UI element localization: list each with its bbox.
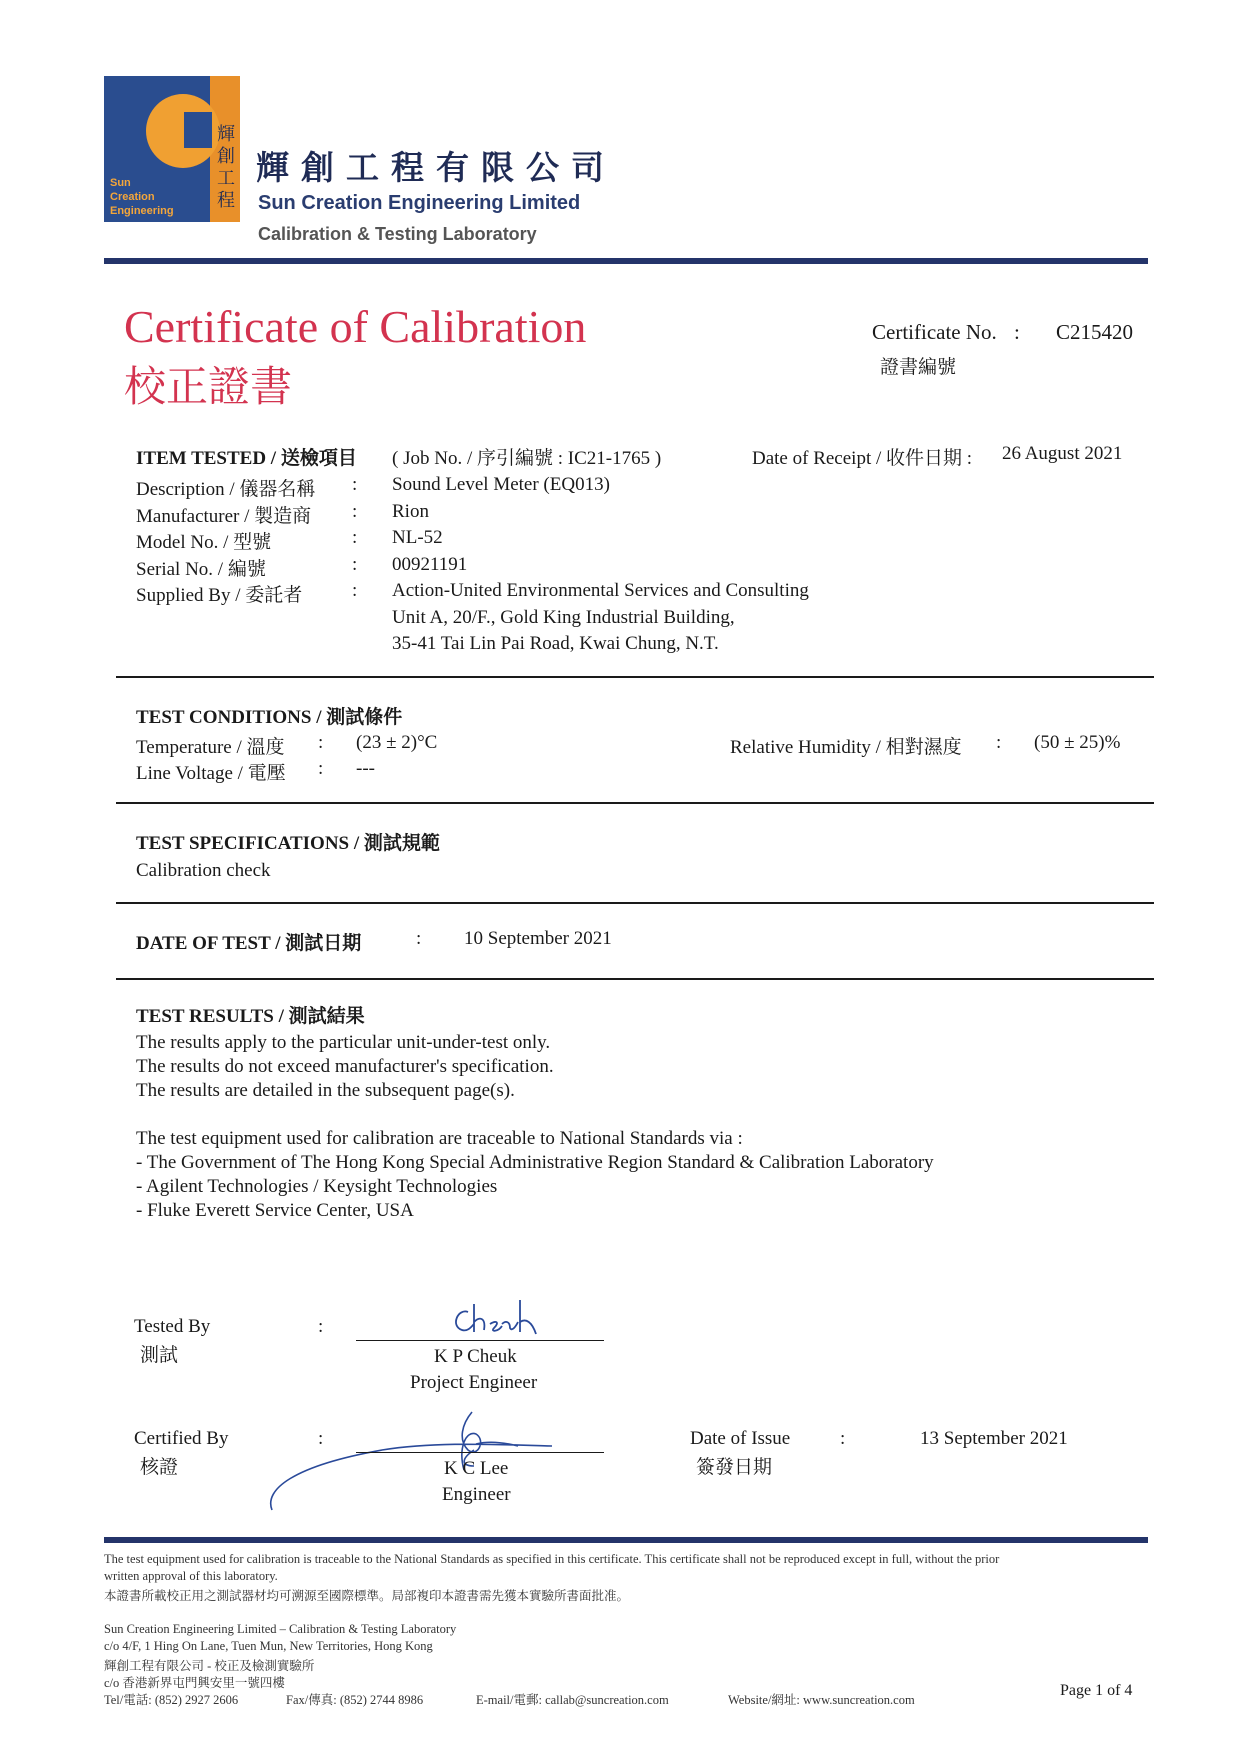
line-voltage-value: --- [356,758,375,779]
supplier-address-line: 35-41 Tai Lin Pai Road, Kwai Chung, N.T. [392,633,719,654]
lab-name: Calibration & Testing Laboratory [258,224,537,244]
tested-by-label-cn: 測試 [140,1345,179,1366]
footer-notice: The test equipment used for calibration is traceable to the National Standards as specified in this certificate. This certificate shall not be reproduced except in full, without the prior [104,1552,1000,1566]
serial-value: 00921191 [392,554,468,575]
traceability-item: - Agilent Technologies / Keysight Technologies [136,1176,498,1197]
certificate-no-value: C215420 [1056,320,1134,344]
supplied-by-value: Action-United Environmental Services and Consulting [392,580,809,601]
section-divider [116,676,1154,678]
tested-signature-line [356,1340,604,1341]
footer-address-line: c/o 4/F, 1 Hing On Lane, Tuen Mun, New Territories, Hong Kong [104,1639,433,1653]
logo-en-line: Engineering [110,205,174,217]
footer-address-line: Sun Creation Engineering Limited – Calibration & Testing Laboratory [104,1622,457,1636]
company-logo [104,76,240,222]
model-label: Model No. / 型號 [136,532,272,553]
field-colon: : [318,1316,324,1337]
humidity-value: (50 ± 25)% [1034,732,1121,753]
serial-label: Serial No. / 編號 [136,559,266,580]
receipt-date-label: Date of Receipt / 收件日期 : [752,448,973,469]
logo-sun-cutout [184,112,212,148]
test-conditions-heading: TEST CONDITIONS / 測試條件 [136,707,403,728]
footer-notice-cn: 本證書所載校正用之測試器材均可溯源至國際標準。局部複印本證書需先獲本實驗所書面批准。 [104,1589,630,1603]
certificate-title: Certificate of Calibration [124,301,587,352]
footer-website: Website/網址: www.suncreation.com [728,1693,915,1707]
certified-by-name: K C Lee [444,1458,509,1479]
test-specs-value: Calibration check [136,860,271,881]
result-line: The results apply to the particular unit-under-test only. [136,1032,551,1053]
traceability-item: - The Government of The Hong Kong Special Administrative Region Standard & Calibration Laboratory [136,1152,934,1173]
certificate-no-label: Certificate No. [872,320,997,344]
footer-rule [104,1537,1148,1543]
certificate-title-cn: 校正證書 [124,362,293,411]
field-colon: : [352,527,358,548]
date-of-issue-label: Date of Issue [690,1428,791,1449]
traceability-intro: The test equipment used for calibration are traceable to National Standards via : [136,1128,743,1149]
field-colon: : [318,732,324,753]
test-specs-heading: TEST SPECIFICATIONS / 測試規範 [136,833,440,854]
description-value: Sound Level Meter (EQ013) [392,474,610,495]
result-line: The results do not exceed manufacturer's specification. [136,1056,554,1077]
receipt-date-value: 26 August 2021 [1002,443,1123,464]
field-colon: : [840,1428,846,1449]
field-colon: : [352,554,358,575]
footer-address-line: c/o 香港新界屯門興安里一號四樓 [104,1676,285,1690]
footer-fax: Fax/傳真: (852) 2744 8986 [286,1693,424,1707]
date-of-test-value: 10 September 2021 [464,928,612,949]
logo-en-line: Creation [110,191,155,203]
tested-by-name: K P Cheuk [434,1346,517,1367]
job-number: ( Job No. / 序引編號 : IC21-1765 ) [392,448,662,469]
item-tested-heading: ITEM TESTED / 送檢項目 [136,448,357,469]
test-results-heading: TEST RESULTS / 測試結果 [136,1006,365,1027]
field-colon: : [318,1428,324,1449]
certified-by-title: Engineer [442,1484,511,1505]
section-divider [116,902,1154,904]
footer-notice: written approval of this laboratory. [104,1569,278,1583]
certified-signature [262,1410,562,1520]
certified-by-label: Certified By [134,1428,229,1449]
date-of-issue-label-cn: 簽發日期 [696,1457,773,1478]
line-voltage-label: Line Voltage / 電壓 [136,763,286,784]
certified-by-label-cn: 核證 [140,1457,179,1478]
field-colon: : [416,928,422,949]
page-number: Page 1 of 4 [1060,1682,1133,1699]
supplier-address-line: Unit A, 20/F., Gold King Industrial Building, [392,607,735,628]
traceability-item: - Fluke Everett Service Center, USA [136,1200,414,1221]
logo-chinese-text: 輝創工程 [217,124,235,211]
model-value: NL-52 [392,527,443,548]
tested-by-label: Tested By [134,1316,211,1337]
manufacturer-label: Manufacturer / 製造商 [136,506,312,527]
field-colon: : [352,580,358,601]
section-divider [116,978,1154,980]
temperature-value: (23 ± 2)°C [356,732,438,753]
certified-signature-line [356,1452,604,1453]
result-line: The results are detailed in the subsequent page(s). [136,1080,515,1101]
field-colon: : [352,501,358,522]
header-rule [104,258,1148,264]
logo-english-text [110,176,206,218]
certificate-no-label-cn: 證書編號 [880,356,957,378]
logo-en-line: Sun [110,177,131,189]
field-colon: : [318,758,324,779]
humidity-label: Relative Humidity / 相對濕度 [730,737,962,758]
tested-by-title: Project Engineer [410,1372,538,1393]
footer-address-line: 輝創工程有限公司 - 校正及檢測實驗所 [104,1659,315,1673]
manufacturer-value: Rion [392,501,429,522]
field-colon: : [996,732,1002,753]
date-of-test-heading: DATE OF TEST / 測試日期 [136,933,362,954]
certificate-no-colon: : [1014,320,1020,344]
footer-email: E-mail/電郵: callab@suncreation.com [476,1693,669,1707]
company-name-cn: 輝創工程有限公司 [256,148,616,187]
field-colon: : [352,474,358,495]
temperature-label: Temperature / 溫度 [136,737,285,758]
company-name-en: Sun Creation Engineering Limited [258,192,581,214]
supplied-by-label: Supplied By / 委託者 [136,585,303,606]
section-divider [116,802,1154,804]
tested-signature [440,1296,550,1344]
date-of-issue-value: 13 September 2021 [920,1428,1068,1449]
description-label: Description / 儀器名稱 [136,479,316,500]
footer-tel: Tel/電話: (852) 2927 2606 [104,1693,239,1707]
